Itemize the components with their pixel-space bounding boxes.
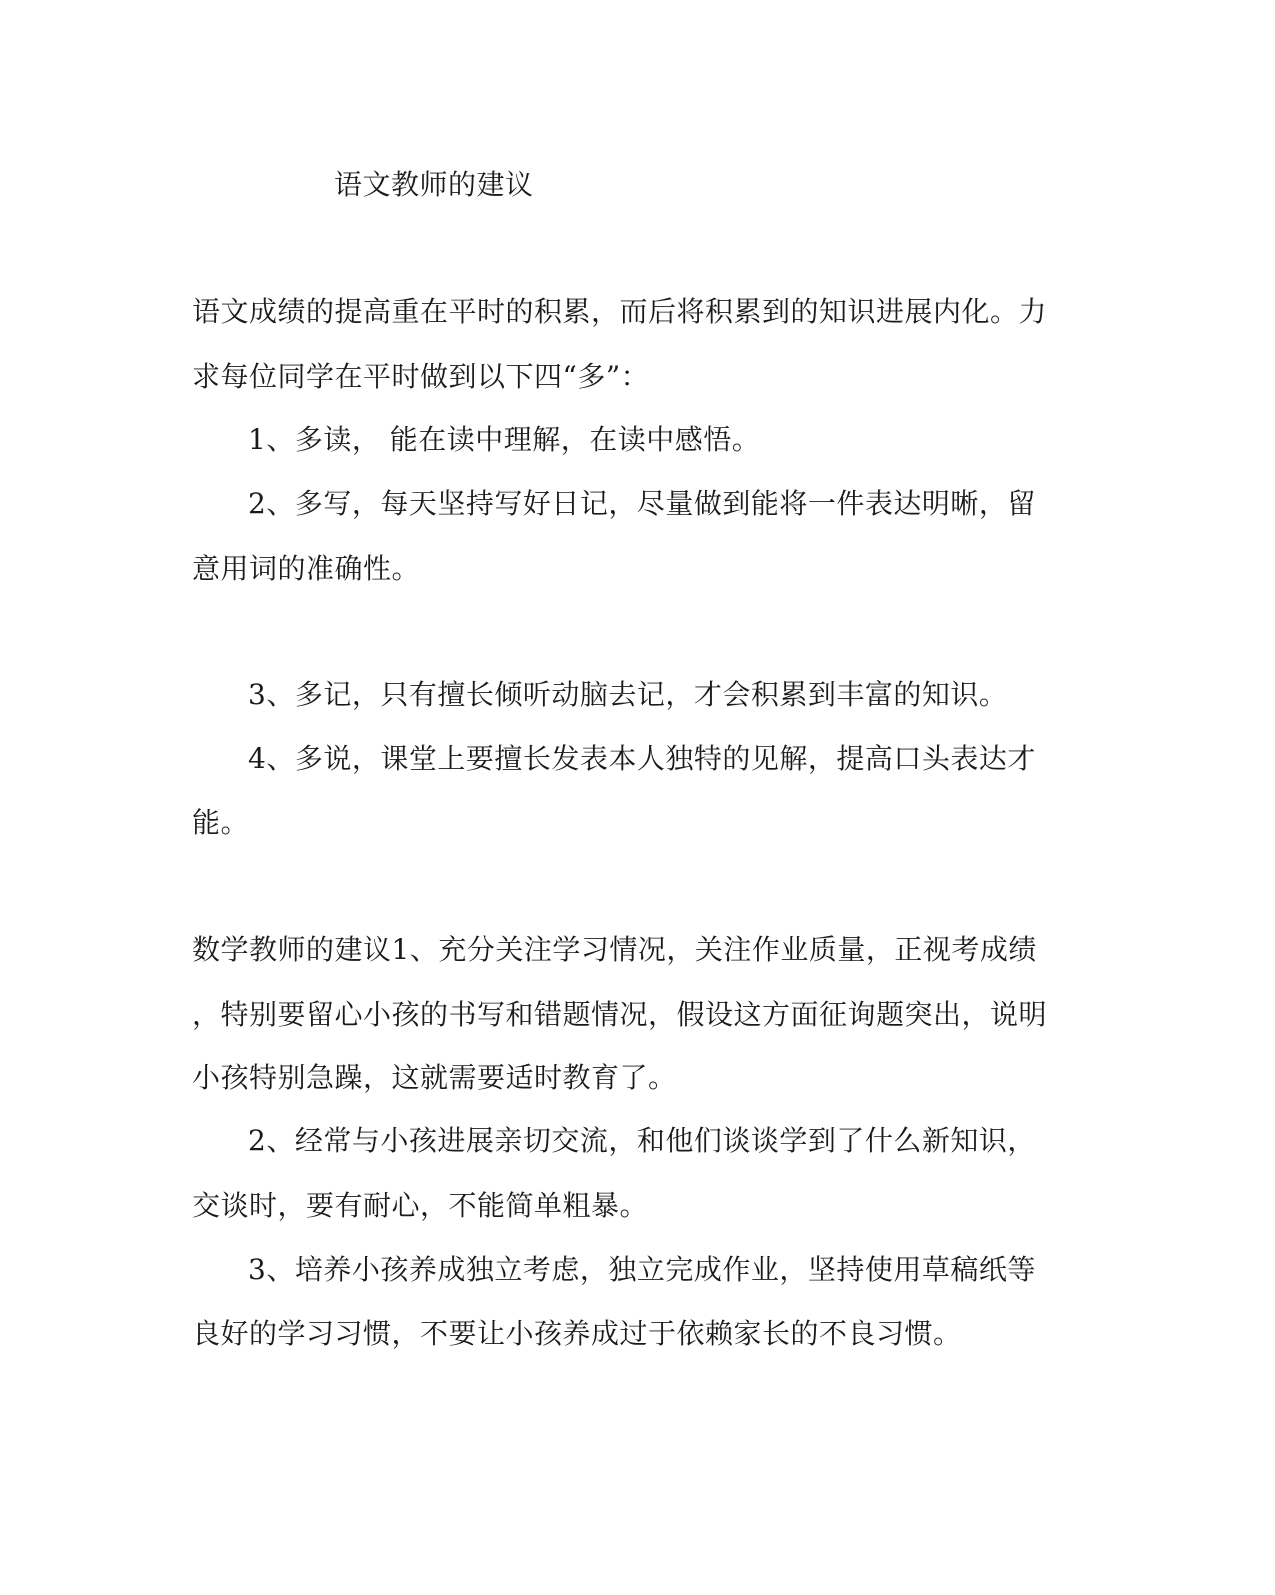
chinese-intro-line-2: 求每位同学在平时做到以下四“多”：: [192, 360, 650, 393]
math-paragraph-line-1: 数学教师的建议1、充分关注学习情况，关注作业质量，正视考成绩: [192, 933, 1037, 966]
math-paragraph-line-3: 小孩特别急躁，这就需要适时教育了。: [192, 1061, 677, 1094]
chinese-item-2-line-2: 意用词的准确性。: [192, 552, 421, 585]
chinese-item-1: 1、多读， 能在读中理解，在读中感悟。: [248, 423, 761, 456]
chinese-intro-line-1: 语文成绩的提高重在平时的积累，而后将积累到的知识进展内化。力: [192, 295, 1048, 328]
chinese-item-2-line-1: 2、多写，每天坚持写好日记，尽量做到能将一件表达明晰，留: [248, 487, 1036, 520]
math-paragraph-line-2: ，特别要留心小孩的书写和错题情况，假设这方面征询题突出，说明: [192, 998, 1048, 1031]
math-item-2-line-2: 交谈时，要有耐心，不能简单粗暴。: [192, 1189, 649, 1222]
math-item-2-line-1: 2、经常与小孩进展亲切交流，和他们谈谈学到了什么新知识，: [248, 1124, 1036, 1157]
math-item-3-line-2: 良好的学习习惯，不要让小孩养成过于依赖家长的不良习惯。: [192, 1317, 962, 1350]
chinese-item-3: 3、多记，只有擅长倾听动脑去记，才会积累到丰富的知识。: [248, 678, 1008, 711]
document-title: 语文教师的建议: [334, 168, 534, 201]
chinese-item-4-line-1: 4、多说，课堂上要擅长发表本人独特的见解，提高口头表达才: [248, 742, 1036, 775]
math-item-3-line-1: 3、培养小孩养成独立考虑，独立完成作业，坚持使用草稿纸等: [248, 1253, 1036, 1286]
chinese-item-4-line-2: 能。: [192, 806, 250, 839]
